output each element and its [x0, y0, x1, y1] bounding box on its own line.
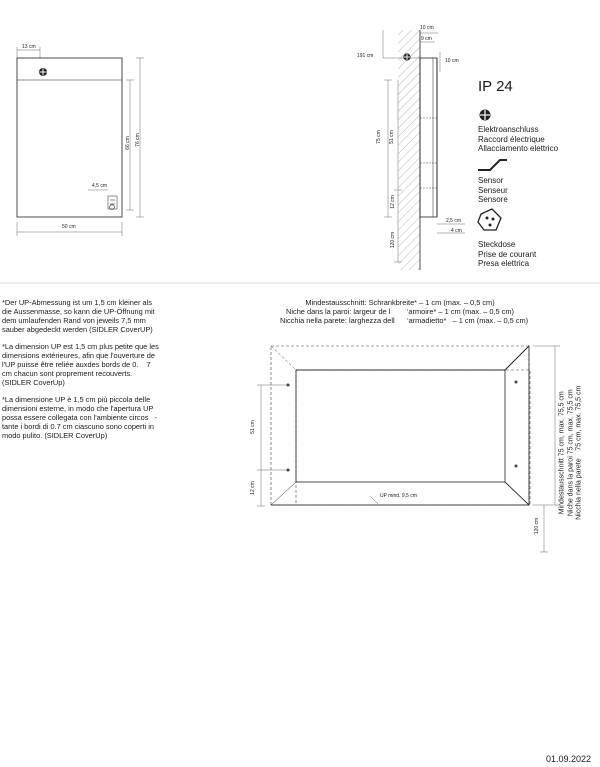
ip-rating: IP 24 — [478, 78, 513, 95]
side-electrical-connection-icon — [403, 53, 410, 60]
legend-label: Senseur — [478, 185, 508, 195]
legend-item-socket — [478, 240, 536, 269]
side-dim-inner-depth: 9 cm — [421, 36, 432, 42]
niche-body — [271, 346, 529, 505]
note-german: *Der UP-Abmessung ist um 1,5 cm kleiner als die Aussenmasse, so kann die UP-Öffnung mit dem umlaufenden Rand von jeweils 7,5 mm sauber abgedeckt werden (SIDLER CoverUP) — [2, 298, 155, 334]
legend-item-electrical — [478, 125, 558, 154]
legend-label: Sensor — [478, 176, 504, 185]
legend-socket-icon — [478, 209, 501, 230]
niche-dim-51: 51 cm — [250, 420, 256, 434]
niche-up-depth: UP mind. 9,5 cm — [380, 493, 417, 499]
front-dim-offset: 4,5 cm — [92, 183, 108, 189]
note-french-part2: chacun sont proprement recouverts. (SIDLER CoverUp) — [2, 369, 133, 387]
legend-electrical-connection-icon — [480, 110, 491, 121]
niche-heading-line: Mindestausschnitt: Schrankbreite* – 1 cm (max. – 0,5 cm) — [305, 298, 495, 307]
side-dim-total-depth: 10 cm — [420, 25, 434, 31]
legend-label: Prise de courant — [478, 249, 537, 259]
niche-heading — [280, 298, 529, 326]
socket-icon — [110, 205, 115, 210]
front-dim-width: 50 cm — [62, 224, 76, 230]
note-italian-dash: - — [154, 413, 157, 422]
niche-dim-12: 12 cm — [250, 481, 256, 495]
legend-label: Sensore — [478, 195, 508, 205]
niche-dimension-lines — [257, 346, 560, 552]
front-dim-top: 13 cm — [22, 44, 36, 50]
side-view-cabinet — [420, 58, 437, 217]
note-italian-part1: *La dimensione UP è 1,5 cm più piccola delle dimensioni esterne, in modo che l'apertura UP possa essere collegata con l'ambiente circos — [2, 395, 154, 422]
niche-vertical-line: Mindestausschnitt 75 cm, max. 75,5 cm — [558, 391, 566, 515]
legend-label: Steckdose — [478, 240, 516, 249]
niche-vertical-line: Niche dans la paroi 75 cm, max. 75,5 cm — [566, 389, 574, 517]
side-dim-top-right: 10 cm — [445, 58, 459, 64]
side-dim-from-top: 191 cm — [357, 53, 374, 59]
side-dim-51: 51 cm — [389, 130, 395, 144]
note-french-gap: 7 cm — [2, 360, 151, 378]
legend-sensor-icon — [478, 160, 507, 170]
footnotes — [2, 298, 162, 448]
front-view-cabinet — [17, 58, 122, 217]
note-french — [2, 342, 162, 387]
note-italian — [2, 395, 162, 440]
niche-dim-120: 120 cm — [534, 517, 540, 535]
note-french-part1: *La dimension UP est 1,5 cm plus petite que les dimensions extérieures, afin que l'ouverture de l'UP puisse être reliée auxdes bords de 0. — [2, 342, 159, 369]
front-dim-height-outer: 76 cm — [135, 133, 141, 147]
side-dim-120: 120 cm — [390, 231, 396, 249]
legend-label: Allacciamento elettrico — [478, 144, 559, 154]
mounting-holes — [287, 381, 518, 472]
niche-heading-line: Nicchia nella parete: larghezza dell ‘armadietto* – 1 cm (max. – 0,5 cm) — [280, 316, 529, 326]
document-date: 01.09.2022 — [546, 754, 592, 764]
side-dim-4: 4 cm — [451, 228, 462, 234]
legend-label: Presa elettrica — [478, 259, 530, 269]
legend-label: Elektroanschluss — [478, 125, 539, 134]
niche-vertical-labels — [558, 383, 584, 523]
side-dim-75: 75 cm — [376, 130, 382, 144]
side-dim-12: 12 cm — [390, 195, 396, 209]
side-dim-2-5: 2,5 cm — [446, 218, 462, 224]
front-dim-height-inner: 66 cm — [125, 136, 131, 150]
note-italian-part2: tante i bordi di 0.7 cm ciascuno sono coperti in modo pulito. (SIDLER CoverUp) — [2, 422, 155, 440]
niche-heading-line: Niche dans la paroi: largeur de l ‘armoire* – 1 cm (max. – 0,5 cm) — [286, 307, 514, 317]
electrical-connection-icon — [39, 68, 47, 76]
side-view-wall — [398, 30, 420, 270]
legend-item-sensor — [478, 176, 508, 205]
niche-vertical-line: Nicchia nella parete 75 cm, max. 75,5 cm — [575, 385, 583, 520]
legend-label: Raccord électrique — [478, 134, 545, 144]
